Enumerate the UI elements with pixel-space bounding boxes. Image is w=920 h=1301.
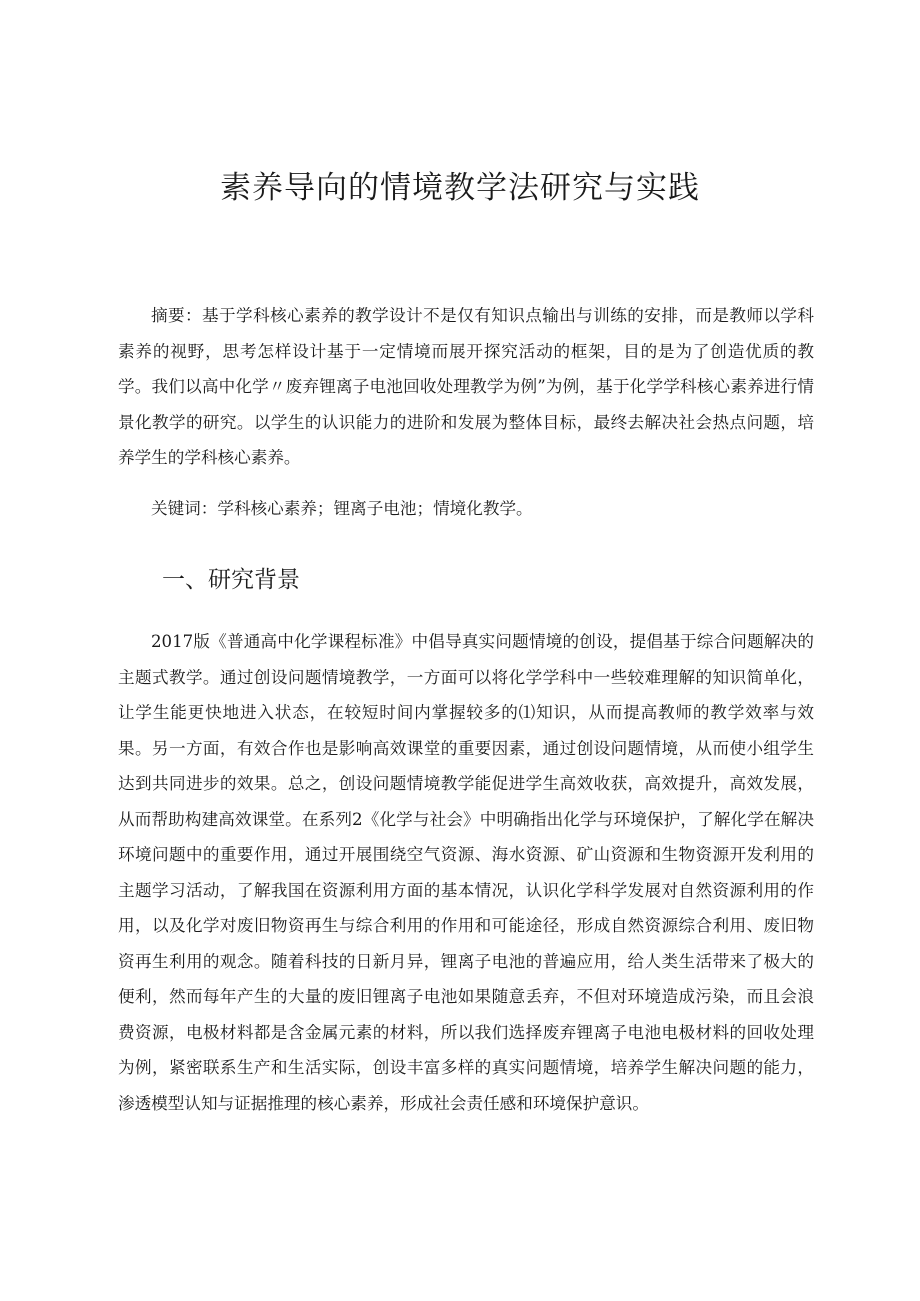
- section-heading-research-background: 一、研究背景: [162, 567, 300, 593]
- paper-title: 素养导向的情境教学法研究与实践: [220, 170, 700, 206]
- section-body-paragraph: 2017版《普通高中化学课程标准》中倡导真实问题情境的创设，提倡基于综合问题解决的主题式教学。通过创设问题情境教学，一方面可以将化学学科中一些较难理解的知识简单化，让学生能更快地进入状态，在较短时间内掌握较多的⑴知识，从而提高教师的教学效率与效果。另一方面，有效合作也是影响高效课堂的重要因素，通过创设问题情境，从而使小组学生达到共同进步的效果。总之，创设问题情境教学能促进学生高效收获，高效提升，高效发展，从而帮助构建高效课堂。在系列2《化学与社会》中明确指出化学与环境保护，了解化学在解决环境问题中的重要作用，通过开展围绕空气资源、海水资源、矿山资源和生物资源开发利用的主题学习活动，了解我国在资源利用方面的基本情况，认识化学科学发展对自然资源利用的作用，以及化学对废旧物资再生与综合利用的作用和可能途径，形成自然资源综合利用、废旧物资再生利用的观念。随着科技的日新月异，锂离子电池的普遍应用，给人类生活带来了极大的便利，然而每年产生的大量的废旧锂离子电池如果随意丢弃，不但对环境造成污染，而且会浪费资源，电极材料都是含金属元素的材料，所以我们选择废弃锂离子电池电极材料的回收处理为例，紧密联系生产和生活实际，创设丰富多样的真实问题情境，培养学生解决问题的能力，渗透模型认知与证据推理的核心素养，形成社会责任感和环境保护意识。: [118, 632, 814, 1113]
- abstract-paragraph: 摘要：基于学科核心素养的教学设计不是仅有知识点输出与训练的安排，而是教师以学科素养的视野，思考怎样设计基于一定情境而展开探究活动的框架，目的是为了创造优质的教学。我们以高中化学〃废弃锂离子电池回收处理教学为例”为例，基于化学学科核心素养进行情景化教学的研究。以学生的认识能力的进阶和发展为整体目标，最终去解决社会热点问题，培养学生的学科核心素养。: [118, 306, 814, 468]
- keywords-line: 关键词：学科核心素养；锂离子电池；情境化教学。: [151, 499, 533, 518]
